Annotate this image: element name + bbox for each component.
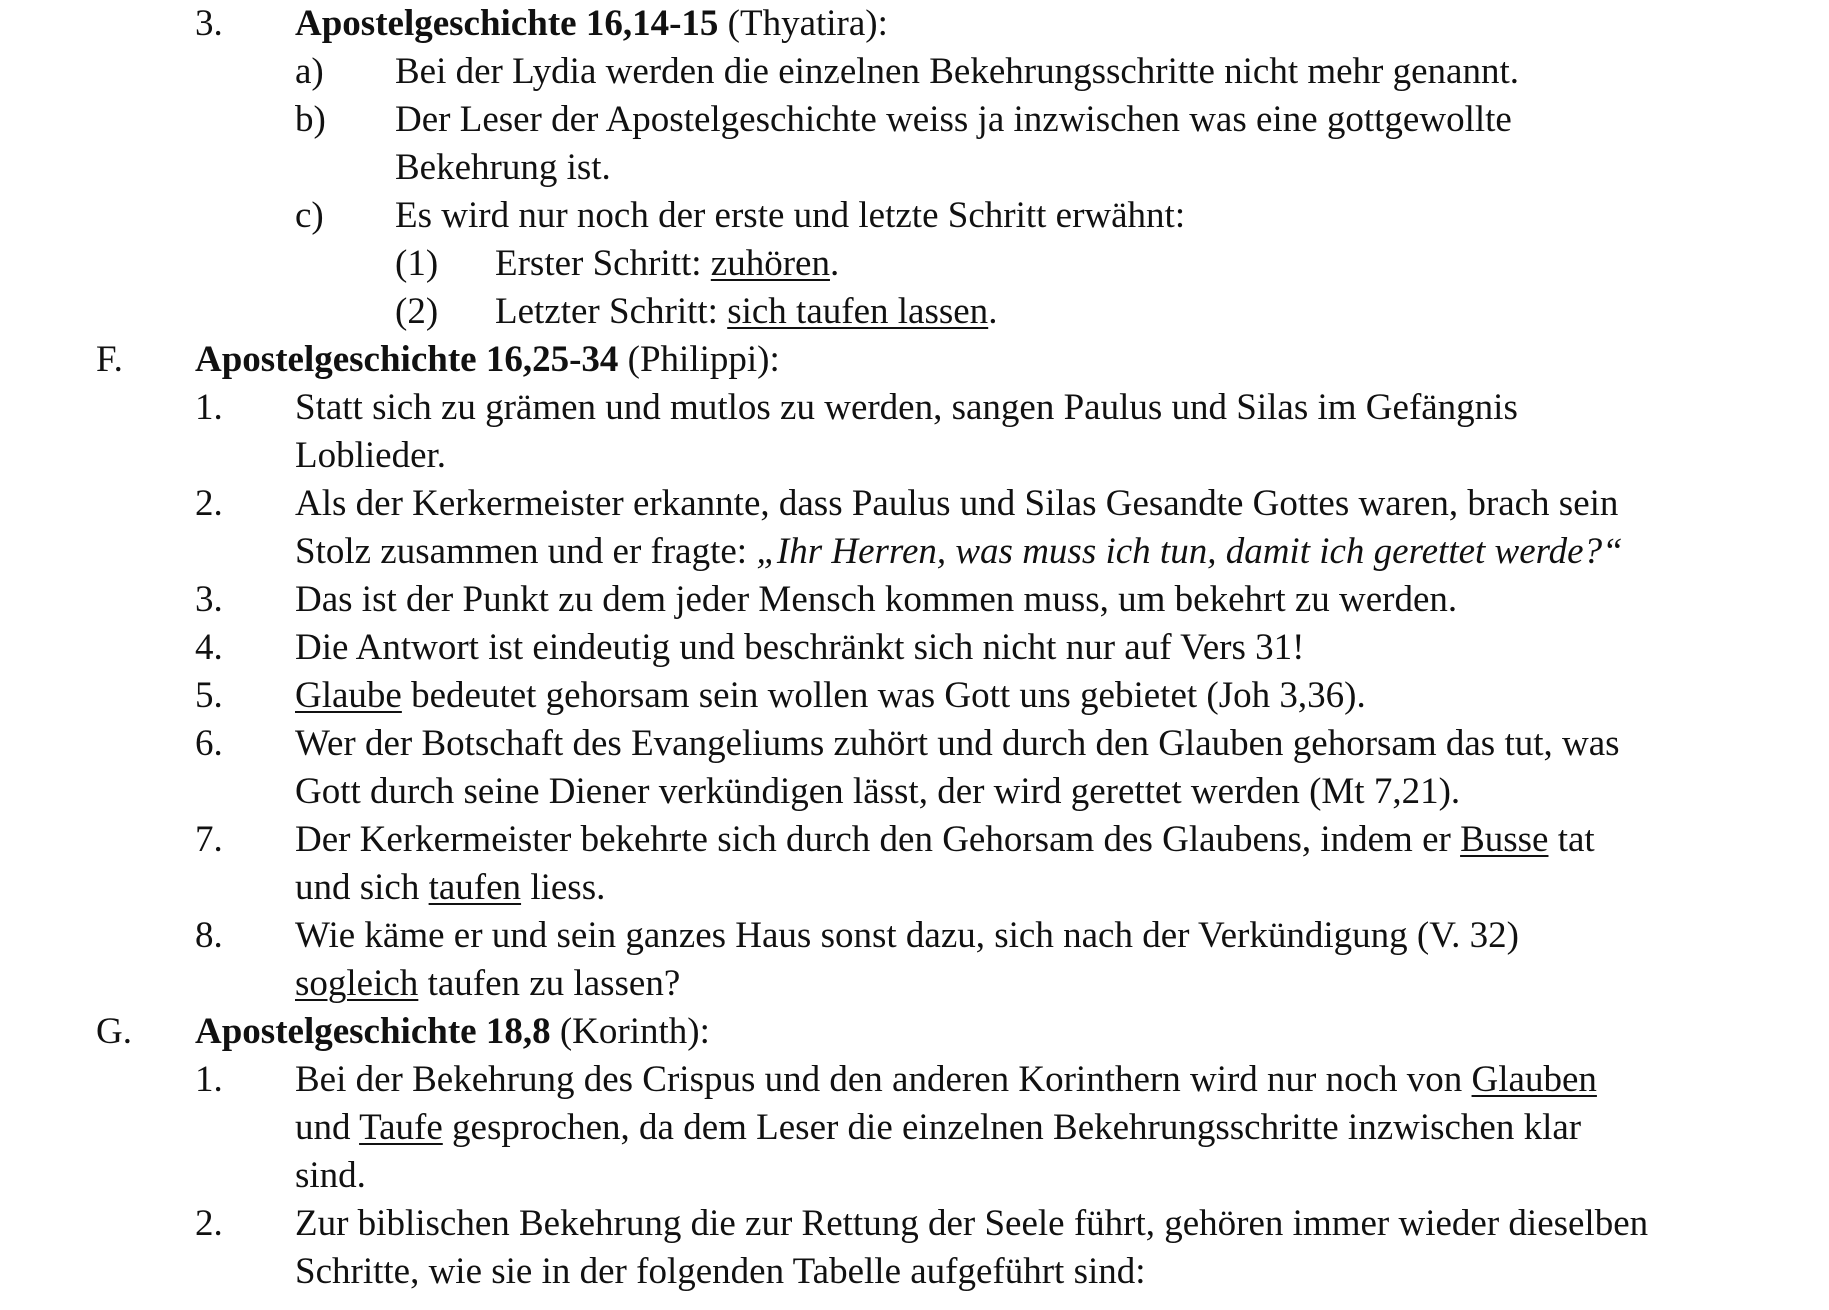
underlined-term: Taufe: [359, 1107, 443, 1148]
scripture-reference: Apostelgeschichte 16,14-15: [295, 3, 719, 44]
item-text: Das ist der Punkt zu dem jeder Mensch kommen muss, um bekehrt zu werden.: [295, 579, 1458, 620]
item-letter: a): [295, 51, 324, 92]
item-number: 3.: [195, 3, 223, 44]
section-letter: G.: [96, 1011, 132, 1052]
item-number: 2.: [195, 483, 223, 524]
text-run: liess.: [521, 867, 606, 908]
item-text: Die Antwort ist eindeutig und beschränkt sich nicht nur auf Vers 31!: [295, 627, 1305, 668]
item-text: Als der Kerkermeister erkannte, dass Paulus und Silas Gesandte Gottes waren, brach sein: [295, 483, 1619, 524]
underlined-term: zuhören: [710, 243, 830, 284]
text-run: tat: [1548, 819, 1595, 860]
underlined-term: Glauben: [1471, 1059, 1597, 1100]
step-number: (1): [395, 243, 439, 284]
text-run: .: [988, 291, 998, 332]
underlined-term: taufen: [428, 867, 522, 908]
text-run: und sich: [295, 867, 429, 908]
item-text: Loblieder.: [295, 435, 447, 476]
item-text: Gott durch seine Diener verkündigen lässt, der wird gerettet werden (Mt 7,21).: [295, 771, 1461, 812]
item-text: Zur biblischen Bekehrung die zur Rettung der Seele führt, gehören immer wieder dieselben: [295, 1203, 1649, 1244]
item-text: Schritte, wie sie in der folgenden Tabelle aufgeführt sind:: [295, 1251, 1146, 1292]
item-heading: [295, 0, 888, 47]
item-text: Es wird nur noch der erste und letzte Schritt erwähnt:: [395, 195, 1186, 236]
item-text: [295, 816, 1595, 863]
text-run: Letzter Schritt:: [495, 291, 728, 332]
item-text: [295, 1104, 1581, 1151]
item-number: 3.: [195, 579, 223, 620]
scripture-reference: Apostelgeschichte 16,25-34: [195, 339, 619, 380]
text-run: .: [829, 243, 840, 284]
text-run: und: [295, 1107, 360, 1148]
place-name: (Philippi):: [618, 339, 780, 380]
item-text: [295, 864, 605, 911]
text-run: taufen zu lassen?: [418, 963, 681, 1004]
step-number: (2): [395, 291, 439, 332]
section-letter: F.: [96, 339, 123, 380]
text-run: Stolz zusammen und er fragte:: [295, 531, 757, 572]
item-number: 1.: [195, 387, 223, 428]
item-text: [295, 672, 1366, 719]
place-name: (Thyatira):: [718, 3, 888, 44]
item-text: [295, 528, 1623, 575]
place-name: (Korinth):: [550, 1011, 710, 1052]
item-text: Bei der Lydia werden die einzelnen Bekehrungsschritte nicht mehr genannt.: [395, 51, 1520, 92]
scripture-reference: Apostelgeschichte 18,8: [195, 1011, 551, 1052]
item-number: 5.: [195, 675, 223, 716]
item-text: Der Leser der Apostelgeschichte weiss ja inzwischen was eine gottgewollte: [395, 99, 1512, 140]
quotation: „Ihr Herren, was muss ich tun, damit ich gerettet werde?“: [756, 531, 1623, 572]
item-number: 8.: [195, 915, 223, 956]
text-run: Erster Schritt:: [495, 243, 711, 284]
item-text: sind.: [295, 1155, 366, 1196]
item-number: 1.: [195, 1059, 223, 1100]
text-run: Der Kerkermeister bekehrte sich durch den Gehorsam des Glaubens, indem er: [295, 819, 1461, 860]
section-heading: [195, 1008, 710, 1055]
underlined-term: Busse: [1460, 819, 1549, 860]
item-text: [495, 240, 839, 287]
item-text: [295, 960, 680, 1007]
item-letter: c): [295, 195, 324, 236]
item-text: [495, 288, 997, 335]
text-run: bedeutet gehorsam sein wollen was Gott uns gebietet (Joh 3,36).: [401, 675, 1366, 716]
item-number: 6.: [195, 723, 223, 764]
item-letter: b): [295, 99, 326, 140]
item-text: [295, 1056, 1597, 1103]
item-text: Statt sich zu grämen und mutlos zu werden, sangen Paulus und Silas im Gefängnis: [295, 387, 1518, 428]
text-run: gesprochen, da dem Leser die einzelnen Bekehrungsschritte inzwischen klar: [442, 1107, 1582, 1148]
section-heading: [195, 336, 780, 383]
underlined-term: sogleich: [295, 963, 419, 1004]
underlined-term: sich taufen lassen: [727, 291, 989, 332]
item-text: Wie käme er und sein ganzes Haus sonst dazu, sich nach der Verkündigung (V. 32): [295, 915, 1519, 956]
item-number: 4.: [195, 627, 223, 668]
item-text: Wer der Botschaft des Evangeliums zuhört und durch den Glauben gehorsam das tut, was: [295, 723, 1620, 764]
item-text: Bekehrung ist.: [395, 147, 611, 188]
text-run: Bei der Bekehrung des Crispus und den anderen Korinthern wird nur noch von: [295, 1059, 1472, 1100]
item-number: 2.: [195, 1203, 223, 1244]
item-number: 7.: [195, 819, 223, 860]
underlined-term: Glaube: [295, 675, 402, 716]
